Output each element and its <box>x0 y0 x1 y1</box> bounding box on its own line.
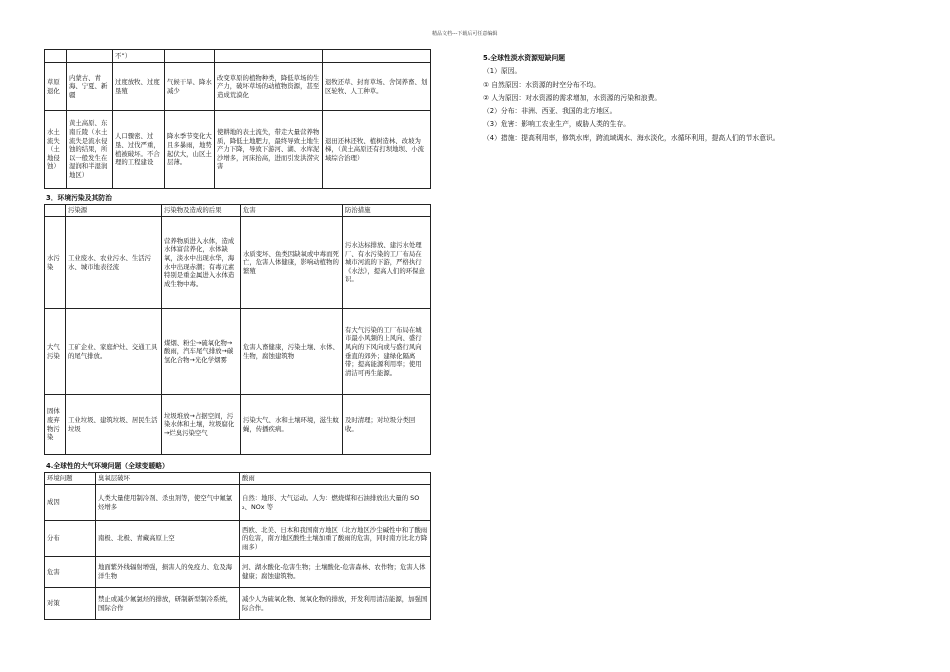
section-5-title: 5.全球性淡水资源短缺问题 <box>483 54 566 62</box>
table-cell: 退牧还草、封育草场、舍饲养畜、划区轮牧、人工种草。 <box>323 63 431 111</box>
table-cell: 及时清理；对垃圾分类回收。 <box>343 395 431 455</box>
table-cell: 工矿企业、家庭炉灶、交通工具的尾气排放。 <box>66 309 162 395</box>
table-cell: 改变草原的植物种类，降低草场的生产力，破坏草场的动植物资源，甚至造成荒漠化 <box>215 63 323 111</box>
table-row <box>45 50 431 63</box>
table-row <box>45 557 431 588</box>
column-header: 臭氧层破坏 <box>96 473 240 485</box>
table-cell: 大气污染 <box>45 309 66 395</box>
table-cell: 污染大气、水和土壤环境，滋生蚊蝇，传播疾病。 <box>241 395 343 455</box>
table-cell: 水土流失（土地侵蚀） <box>45 111 67 189</box>
page-header: 精品文档---下载后可任意编辑 <box>432 31 498 37</box>
table-row <box>45 217 431 309</box>
table-cell: 水质变坏、鱼类因缺氧或中毒而死亡，危害人体健康，影响动植物的繁殖 <box>241 217 343 309</box>
section-4-title: 4.全球性的大气环境问题（全球变暖略） <box>46 462 169 470</box>
table-cell: 草原退化 <box>45 63 67 111</box>
table-cell <box>165 50 215 63</box>
table-cell: 煤烟、粉尘→硫氧化物→酸雨，汽车尾气排放→碳氢化合物→光化学烟雾 <box>162 309 241 395</box>
table-cell: 人类大量使用制冷剂、杀虫剂等，使空气中氟氯烃增多 <box>96 485 240 521</box>
pollution-table <box>44 204 431 455</box>
section-3-title: 3．环境污染及其防治 <box>46 194 112 202</box>
table-cell: 固体废弃物污染 <box>45 395 66 455</box>
column-header <box>45 205 66 217</box>
table-cell: 地面紫外线辐射增强，损害人的免疫力、危及海洋生物 <box>96 557 240 588</box>
column-header: 防治措施 <box>343 205 431 217</box>
table-cell: 工业垃圾、建筑垃圾、居民生活垃圾 <box>66 395 162 455</box>
table-header-row <box>45 205 431 217</box>
column-header: 危害 <box>241 205 343 217</box>
table-cell: 成因 <box>45 485 96 521</box>
table-row <box>45 521 431 557</box>
table-cell: 工业废水、农业污水、生活污水、城市地表径流 <box>66 217 162 309</box>
column-header: 污染源 <box>66 205 162 217</box>
table-cell: 退田还林还牧、植树造林、改坡为梯，（黄土高原还有打坝地坝、小流域综合治理） <box>323 111 431 189</box>
list-item: （4）措施：提高利用率，修筑水库，跨流域调水、海水淡化，水循环利用，提高人们的节水意识。 <box>483 133 780 142</box>
freshwater-section <box>483 52 903 145</box>
table-cell: 降水季节变化大且多暴雨，地势起伏大，山区土层薄。 <box>165 111 215 189</box>
list-item: ② 人为原因：对水资源的需求增加，水资源的污染和浪费。 <box>483 93 662 102</box>
table-cell: 营养物质进入水体，造成水体富营养化，水体缺氧，淡水中出现水华，海水中出现赤潮；有毒元素特别是重金属进入水体造成生物中毒。 <box>162 217 241 309</box>
column-header: 污染物及造成的后果 <box>162 205 241 217</box>
table-cell: 使耕地的表土流失，带走大量营养物质，降低土地肥力，最终导致土地生产力下降，导致下游河、湖、水库泥沙增多，河床抬高，进而引发洪涝灾害 <box>215 111 323 189</box>
table-cell: 有大气污染的工厂布局在城市最小风频的上风向、盛行风向的下风向或与盛行风向垂直的郊外；建绿化隔离带；提高能源利用率；使用清洁可再生能源。 <box>343 309 431 395</box>
table-row <box>45 63 431 111</box>
atmosphere-table <box>44 472 431 620</box>
table-cell: 南极、北极、青藏高原上空 <box>96 521 240 557</box>
table-cell: 内蒙古、青海、宁夏、新疆 <box>67 63 113 111</box>
table-cell: 西欧、北美、日本和我国南方地区（北方地区沙尘碱性中和了酸雨的危害，南方地区酸性土壤加重了酸雨的危害，同时南方比北方降雨多） <box>240 521 431 557</box>
list-item: （1）原因。 <box>483 67 522 76</box>
table-cell: 河、湖水酸化-危害生物；土壤酸化-危害森林、农作物；危害人体健康；腐蚀建筑物。 <box>240 557 431 588</box>
table-cell: 不”） <box>113 50 165 63</box>
list-item: ① 自然原因：水资源的时空分布不均。 <box>483 80 601 89</box>
table-cell: 污水达标排放、建污水处理厂、有水污染的工厂布局在城市河流的下游，严格执行《水法》，提高人们的环保意识。 <box>343 217 431 309</box>
table-row <box>45 485 431 521</box>
table-cell: 水污染 <box>45 217 66 309</box>
table-cell <box>45 50 67 63</box>
column-header: 环境问题 <box>45 473 96 485</box>
table-cell: 人口骤密、过垦、过伐严重，植被破坏。不合理的工程建设 <box>113 111 165 189</box>
table-cell: 自然：地形、大气运动。人为：燃烧煤和石油排放出大量的 SO₂、NOx 等 <box>240 485 431 521</box>
table-row <box>45 588 431 620</box>
table-cell <box>323 50 431 63</box>
table-cell: 黄土高原、东南丘陵（水土流失是流水侵蚀的结果，所以一般发生在湿润和半湿润地区） <box>67 111 113 189</box>
table-row <box>45 395 431 455</box>
column-header: 酸雨 <box>240 473 431 485</box>
table-cell <box>67 50 113 63</box>
table-row <box>45 309 431 395</box>
table-cell: 危害 <box>45 557 96 588</box>
list-item: （3）危害：影响工农业生产，威胁人类的生存。 <box>483 120 631 129</box>
table-cell: 对策 <box>45 588 96 620</box>
table-cell: 危害人畜健康，污染土壤、水体、生物，腐蚀建筑物 <box>241 309 343 395</box>
table-cell: 禁止或减少氟氯烃的排放，研制新型制冷系统，国际合作 <box>96 588 240 620</box>
list-item: （2）分布：非洲、西亚、我国的北方地区。 <box>483 107 617 116</box>
table-cell: 分布 <box>45 521 96 557</box>
table-cell: 气候干旱、降水减少 <box>165 63 215 111</box>
table-cell: 过度放牧、过度垦殖 <box>113 63 165 111</box>
table-header-row <box>45 473 431 485</box>
table-cell: 垃圾堆放→占据空间，污染水体和土壤，垃圾腐化→烂臭污染空气 <box>162 395 241 455</box>
table-cell: 减少人为硫氧化物、氮氧化物的排放，开发利用清洁能源，加强国际合作。 <box>240 588 431 620</box>
land-degradation-table <box>44 49 431 189</box>
table-cell <box>215 50 323 63</box>
table-row <box>45 111 431 189</box>
